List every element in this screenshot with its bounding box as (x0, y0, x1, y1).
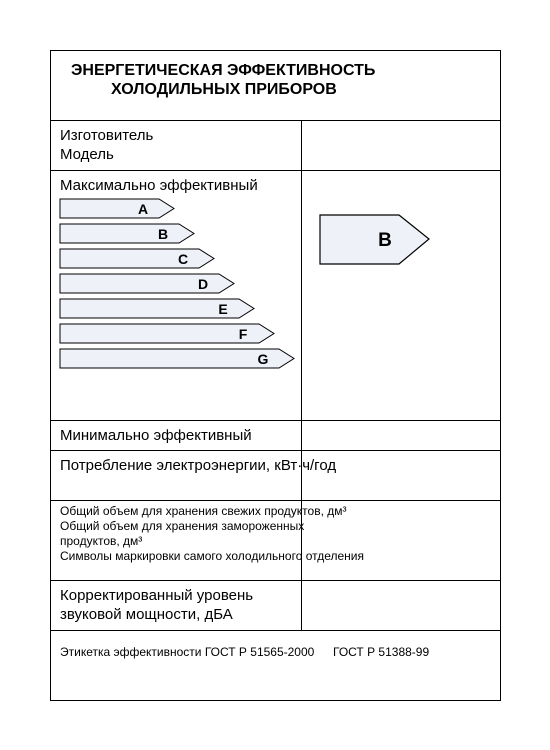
noise-level-label-cont: звуковой мощности, дБА (60, 606, 233, 623)
energy-label (50, 50, 501, 701)
rating-class-letter: B (378, 230, 392, 251)
efficiency-arrow-b (60, 224, 194, 243)
efficiency-class-label: E (218, 301, 228, 317)
divider (51, 120, 500, 121)
efficiency-class-label: F (238, 326, 248, 342)
max-efficient-label: Максимально эффективный (60, 177, 258, 194)
noise-level-label: Корректированный уровень (60, 587, 254, 604)
efficiency-class-label: C (177, 251, 189, 267)
manufacturer-label: Изготовитель (60, 127, 154, 144)
divider (51, 500, 500, 501)
rating-arrow (320, 215, 429, 264)
efficiency-scale (59, 199, 299, 374)
min-efficient-label: Минимально эффективный (60, 427, 252, 444)
efficiency-class-label: G (257, 351, 269, 367)
divider (51, 420, 500, 421)
title-line-2: ХОЛОДИЛЬНЫХ ПРИБОРОВ (111, 81, 337, 98)
efficiency-class-label: B (157, 226, 169, 242)
volume-fresh-label: Общий объем для хранения свежих продуктов, дм³ (60, 504, 347, 518)
footer-gost-ref: ГОСТ Р 51388-99 (333, 645, 430, 659)
divider (51, 170, 500, 171)
volume-frozen-label: Общий объем для хранения замороженных (60, 519, 305, 533)
rating-indicator (319, 214, 434, 266)
divider (51, 450, 500, 451)
volume-frozen-label-cont: продуктов, дм³ (60, 534, 143, 548)
title-line-1: ЭНЕРГЕТИЧЕСКАЯ ЭФФЕКТИВНОСТЬ (71, 62, 376, 79)
divider (51, 580, 500, 581)
efficiency-class-label: D (197, 276, 209, 292)
divider (51, 630, 500, 631)
compartment-symbols-label: Символы маркировки самого холодильного отделения (60, 549, 365, 563)
model-label: Модель (60, 146, 114, 163)
efficiency-arrow-a (60, 199, 174, 218)
efficiency-class-label: A (137, 201, 149, 217)
efficiency-arrow-c (60, 249, 214, 268)
footer-label-standard: Этикетка эффективности ГОСТ Р 51565-2000 (60, 645, 315, 659)
energy-consumption-label: Потребление электроэнергии, кВт·ч/год (60, 457, 337, 474)
